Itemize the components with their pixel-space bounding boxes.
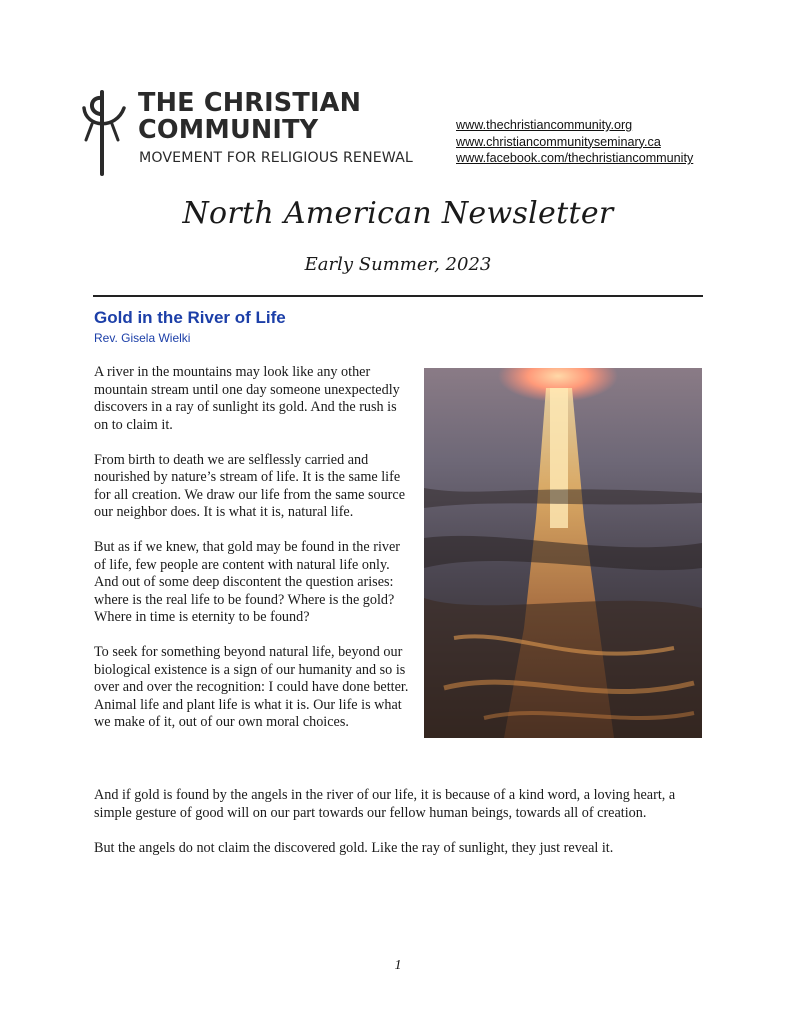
article-continued (94, 787, 706, 875)
newsletter-title: North American Newsletter (182, 196, 614, 231)
divider (93, 295, 703, 297)
paragraph: And if gold is found by the angels in the river of our life, it is because of a kind word, a loving heart, a simple gesture of good will on our part towards our fellow human beings, towards all of creation. (94, 787, 676, 821)
page-number: 1 (394, 958, 402, 973)
article-title: Gold in the River of Life (94, 308, 286, 327)
newsletter-edition: Early Summer, 2023 (304, 254, 492, 275)
article-column (94, 364, 412, 749)
logo-line-2: COMMUNITY (138, 115, 319, 145)
website-links (456, 117, 693, 167)
link-seminary[interactable]: www.christiancommunityseminary.ca (456, 134, 661, 149)
link-website[interactable]: www.thechristiancommunity.org (456, 118, 633, 132)
paragraph: But as if we knew, that gold may be found in the river of life, few people are content with natural life only. And out of some deep discontent the question arises: where is the real life to be found? Where is the gold? Where in time is eternity to be found? (94, 539, 401, 625)
christian-community-cross-icon (80, 88, 130, 176)
link-facebook[interactable]: www.facebook.com/thechristiancommunity (456, 151, 694, 165)
paragraph: From birth to death we are selflessly carried and nourished by nature’s stream of life. It is the same life for all creation. We draw our life from the same source our neighbor does. It is what it is, natural life. (94, 451, 405, 520)
paragraph: A river in the mountains may look like any other mountain stream until one day someone unexpectedly discovers in a ray of sunlight its gold. And the rush is on to claim it. (94, 364, 400, 433)
logo-line-1: THE CHRISTIAN (138, 88, 362, 118)
logo (80, 88, 440, 178)
article-author: Rev. Gisela Wielki (94, 331, 191, 345)
sunset-river-photo (424, 368, 702, 738)
logo-tagline: MOVEMENT FOR RELIGIOUS RENEWAL (139, 150, 413, 166)
paragraph: But the angels do not claim the discovered gold. Like the ray of sunlight, they just reveal it. (94, 839, 614, 856)
paragraph: To seek for something beyond natural life, beyond our biological existence is a sign of our humanity and so is over and over the recognition: I could have done better. Animal life and plant life is what it is. Our life is what we make of it, out of our own moral choices. (94, 644, 409, 730)
